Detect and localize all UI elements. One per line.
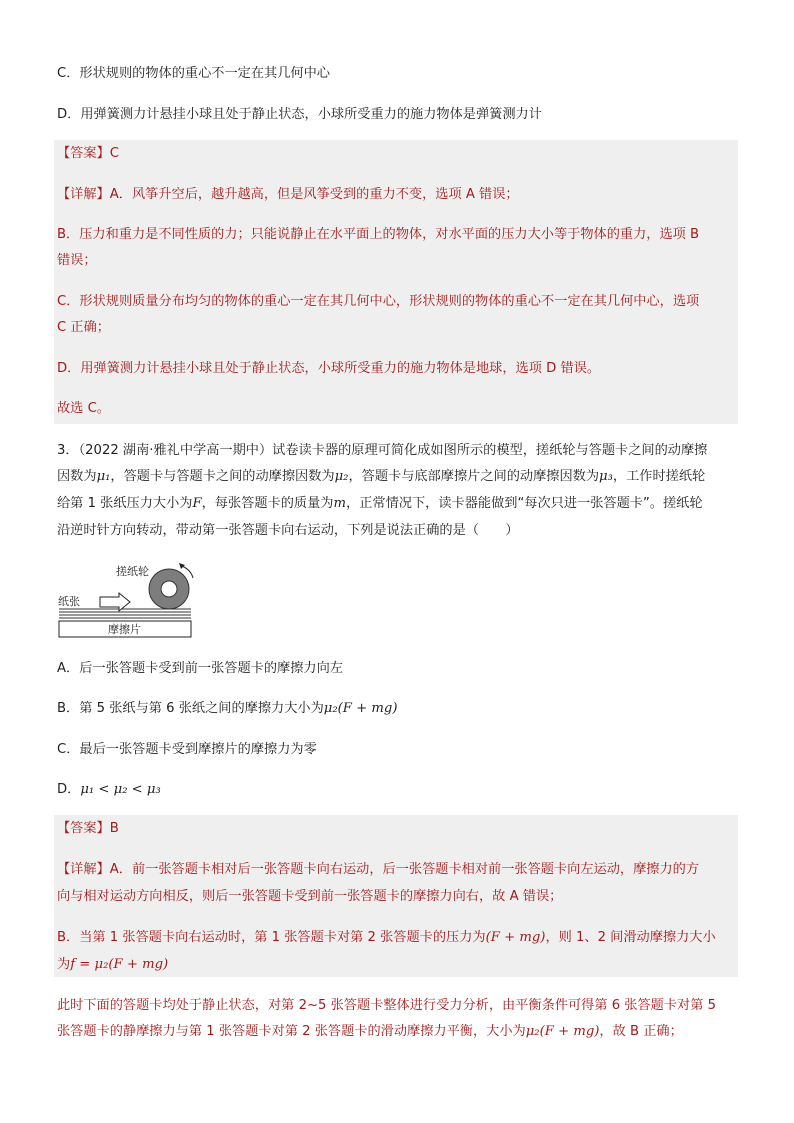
answer-value: B [109, 821, 119, 836]
answer-value: C [109, 146, 119, 161]
mu3-symbol: μ₃ [599, 469, 613, 484]
q2-option-c: C．形状规则的物体的重心不一定在其几何中心 [57, 66, 330, 81]
detail-text: ，故 B 正确； [599, 1024, 683, 1039]
q3-stem-line2 [57, 467, 739, 487]
stem-text: ，工作时搓纸轮 [612, 469, 706, 484]
detail-text: 为 [57, 957, 71, 972]
paper-label: 纸张 [58, 595, 80, 608]
q2-detail-a [57, 185, 739, 205]
detail-formula: (F + mg) [485, 930, 546, 945]
option-formula: μ₁ < μ₂ < μ₃ [80, 782, 161, 797]
q3-detail-b-line2 [57, 955, 739, 975]
stem-text: 给第 1 张纸压力大小为 [57, 496, 193, 511]
card-reader-figure [56, 560, 196, 642]
mass-symbol: m [333, 496, 347, 511]
q3-detail-b-line1 [57, 928, 739, 948]
option-text: B．第 5 张纸与第 6 张纸之间的摩擦力大小为 [57, 701, 324, 716]
q3-option-a: A．后一张答题卡受到前一张答题卡的摩擦力向左 [57, 661, 343, 676]
q3-option-b [57, 699, 739, 719]
detail-text: ，则 1、2 间滑动摩擦力大小 [545, 930, 716, 945]
roller-label: 搓纸轮 [116, 565, 149, 578]
option-formula: μ₂(F + mg) [323, 701, 398, 716]
stem-text: ，正常情况下，读卡器能做到“每次只进一张答题卡”。搓纸轮 [346, 496, 703, 511]
detail-formula: μ₂(F + mg) [525, 1024, 600, 1039]
stem-text: ，每张答题卡的质量为 [201, 496, 334, 511]
option-text: D． [57, 782, 81, 797]
q2-detail-b-line1: B．压力和重力是不同性质的力；只能说静止在水平面上的物体，对水平面的压力大小等于物体的重力，选项 B [57, 227, 700, 242]
detail-tag: 【详解】 [57, 187, 110, 202]
q2-detail-b-line2: 错误； [57, 253, 97, 268]
q3-detail-a-line2: 向与相对运动方向相反，则后一张答题卡受到前一张答题卡的摩擦力向右，故 A 错误； [57, 889, 563, 904]
detail-text: 张答题卡的静摩擦力与第 1 张答题卡对第 2 张答题卡的滑动摩擦力平衡，大小为 [57, 1024, 526, 1039]
detail-tag: 【详解】 [57, 862, 110, 877]
answer-tag: 【答案】 [57, 146, 110, 161]
q3-option-d [57, 780, 739, 800]
stem-text: ，答题卡与底部摩擦片之间的动摩擦因数为 [348, 469, 600, 484]
q3-stem-line1: 3．（2022 湖南·雅礼中学高一期中）试卷读卡器的原理可简化成如图所示的模型，搓纸轮与答题卡之间的动摩擦 [57, 443, 708, 458]
force-symbol: F [192, 496, 202, 511]
q2-detail-d: D．用弹簧测力计悬挂小球且处于静止状态，小球所受重力的施力物体是地球，选项 D 错误。 [57, 361, 601, 376]
q3-plain-line2 [57, 1022, 739, 1042]
detail-text: A．风筝升空后，越升越高，但是风筝受到的重力不变，选项 A 错误； [109, 187, 519, 202]
detail-text: B．当第 1 张答题卡向右运动时，第 1 张答题卡对第 2 张答题卡的压力为 [57, 930, 486, 945]
q2-option-d: D．用弹簧测力计悬挂小球且处于静止状态，小球所受重力的施力物体是弹簧测力计 [57, 107, 542, 122]
answer-tag: 【答案】 [57, 821, 110, 836]
q2-conclusion: 故选 C。 [57, 401, 110, 416]
detail-text: A．前一张答题卡相对后一张答题卡向右运动，后一张答题卡相对前一张答题卡向左运动，摩擦力的方 [109, 862, 700, 877]
roller-hub [161, 581, 177, 597]
q3-stem-line4: 沿逆时针方向转动，带动第一张答题卡向右运动，下列是说法正确的是（ ） [57, 523, 519, 538]
q3-plain-line1: 此时下面的答题卡均处于静止状态，对第 2~5 张答题卡整体进行受力分析，由平衡条件可得第 6 张答题卡对第 5 [57, 998, 717, 1013]
rotation-arrow-icon [179, 563, 185, 569]
mu1-symbol: μ₁ [96, 469, 111, 484]
q2-detail-c-line1: C．形状规则质量分布均匀的物体的重心一定在其几何中心，形状规则的物体的重心不一定在其几何中心，选项 [57, 294, 700, 309]
answer-block-q2 [54, 140, 738, 424]
q3-stem-line3 [57, 494, 739, 514]
right-arrow-icon [100, 593, 130, 611]
pad-label: 摩擦片 [108, 623, 141, 636]
q2-detail-c-line2: C 正确； [57, 320, 110, 335]
stem-text: ，答题卡与答题卡之间的动摩擦因数为 [110, 469, 335, 484]
q3-detail-a-line1 [57, 860, 739, 880]
detail-formula: f = μ₂(F + mg) [70, 957, 169, 972]
mu2-symbol: μ₂ [334, 469, 349, 484]
q3-option-c: C．最后一张答题卡受到摩擦片的摩擦力为零 [57, 742, 317, 757]
q2-answer [57, 144, 739, 164]
q3-answer [57, 819, 739, 839]
stem-text: 因数为 [57, 469, 97, 484]
